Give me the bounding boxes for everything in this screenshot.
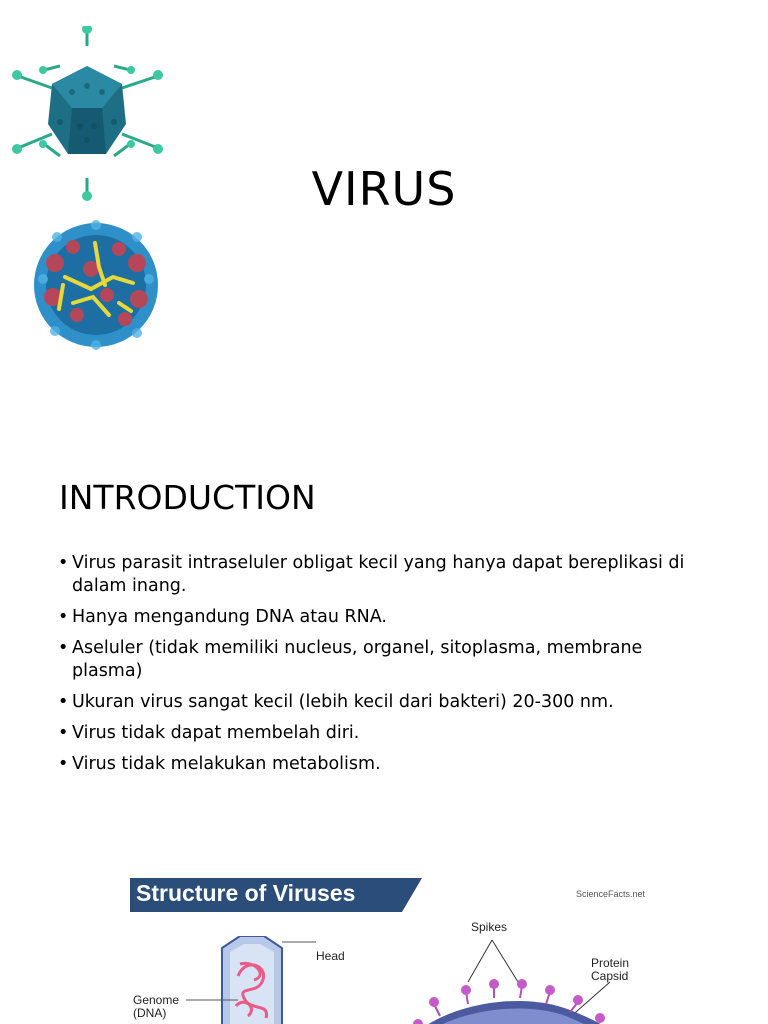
title-slide xyxy=(0,0,768,412)
introduction-slide xyxy=(0,452,768,842)
bullet-item: • Ukuran virus sangat kecil (lebih kecil dari bakteri) 20-300 nm. xyxy=(58,691,698,714)
bullet-item: • Virus tidak melakukan metabolism. xyxy=(58,753,698,776)
bullet-item: • Virus parasit intraseluler obligat kecil yang hanya dapat bereplikasi di dalam inang. xyxy=(58,552,698,598)
section-heading: INTRODUCTION xyxy=(59,478,316,517)
banner-title: Structure of Viruses xyxy=(136,880,356,906)
influenza-virus-icon xyxy=(33,219,159,351)
slide-title: VIRUS xyxy=(311,162,457,216)
bullet-item: • Hanya mengandung DNA atau RNA. xyxy=(58,606,698,629)
bacteriophage-head-diagram xyxy=(186,936,336,1024)
spikes-label: Spikes xyxy=(471,920,508,934)
genome-label: Genome (DNA) xyxy=(133,993,180,1020)
bullet-list xyxy=(58,552,698,784)
sciencefacts-logo: ScienceFacts.net xyxy=(576,889,646,899)
bullet-item: • Aseluler (tidak memiliki nucleus, organel, sitoplasma, membrane plasma) xyxy=(58,637,698,683)
head-label: Head xyxy=(316,949,345,963)
protein-capsid-label: Protein Capsid xyxy=(591,956,630,983)
structure-slide xyxy=(0,860,768,1024)
bullet-item: • Virus tidak dapat membelah diri. xyxy=(58,722,698,745)
